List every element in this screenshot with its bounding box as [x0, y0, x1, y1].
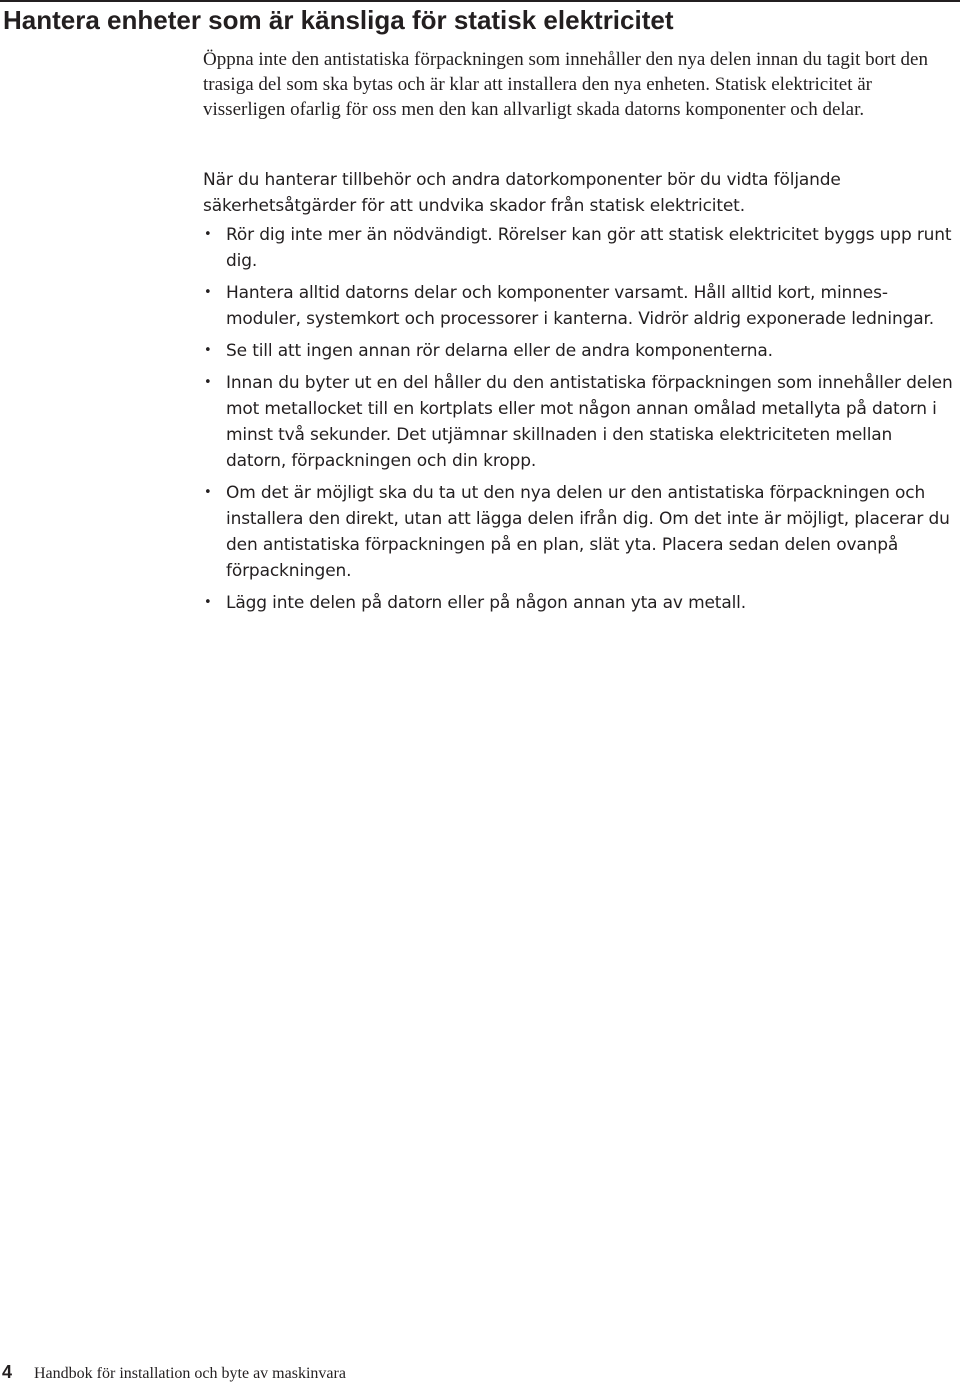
list-item-text: Om det är möjligt ska du ta ut den nya delen ur den antistatiska förpackningen och installera den direkt, utan att lägga delen ifrån dig. Om det inte är möjligt, placerar du den antistatiska förpackningen på en plan, slät yta. Placera sedan delen ovanpå förpackningen. — [226, 483, 950, 581]
list-item-text: Lägg inte delen på datorn eller på någon annan yta av metall. — [226, 593, 746, 613]
bullet-icon: • — [204, 285, 212, 300]
list-item-text: Se till att ingen annan rör delarna eller de andra komponenterna. — [226, 341, 773, 361]
list-item-text: Hantera alltid datorns delar och komponenter varsamt. Håll alltid kort, minnesmoduler, systemkort och processorer i kanterna. Vidrör aldrig exponerade ledningar. — [226, 283, 935, 329]
top-rule — [0, 0, 960, 2]
bullet-icon: • — [204, 343, 212, 358]
bullet-icon: • — [204, 375, 212, 390]
page-footer — [2, 1362, 346, 1383]
book-title: Handbok för installation och byte av maskinvara — [34, 1365, 346, 1382]
list-item — [203, 480, 955, 584]
list-item — [203, 590, 955, 616]
list-item-text: Innan du byter ut en del håller du den antistatiska förpackningen som innehåller delen mot metallocket till en kortplats eller mot någon annan omålad metallyta på datorn i minst två sekunder. Det utjämnar skillnaden i den statiska elektriciteten mellan datorn, förpackningen och din kropp. — [226, 373, 953, 471]
list-item-text: Rör dig inte mer än nödvändigt. Rörelser kan gör att statisk elektricitet byggs upp runt dig. — [226, 225, 952, 271]
precautions-list — [203, 222, 955, 622]
list-item — [203, 280, 955, 332]
precautions-paragraph: När du hanterar tillbehör och andra datorkomponenter bör du vidta följande säkerhetsåtgärder för att undvika skador från statisk elektricitet. — [203, 170, 841, 216]
bullet-icon: • — [204, 595, 212, 610]
page-number: 4 — [2, 1362, 13, 1382]
section-heading: Hantera enheter som är känsliga för statisk elektricitet — [3, 5, 674, 35]
intro-paragraph: Öppna inte den antistatiska förpackningen som innehåller den nya delen innan du tagit bort den trasiga del som ska bytas och är klar att installera den nya enheten. Statisk elektricitet är visserligen ofarlig för oss men den kan allvarligt skada datorns komponenter och delar. — [203, 49, 928, 120]
bullet-icon: • — [204, 485, 212, 500]
list-item — [203, 370, 955, 474]
bullet-icon: • — [204, 227, 212, 242]
list-item — [203, 338, 955, 364]
list-item — [203, 222, 955, 274]
